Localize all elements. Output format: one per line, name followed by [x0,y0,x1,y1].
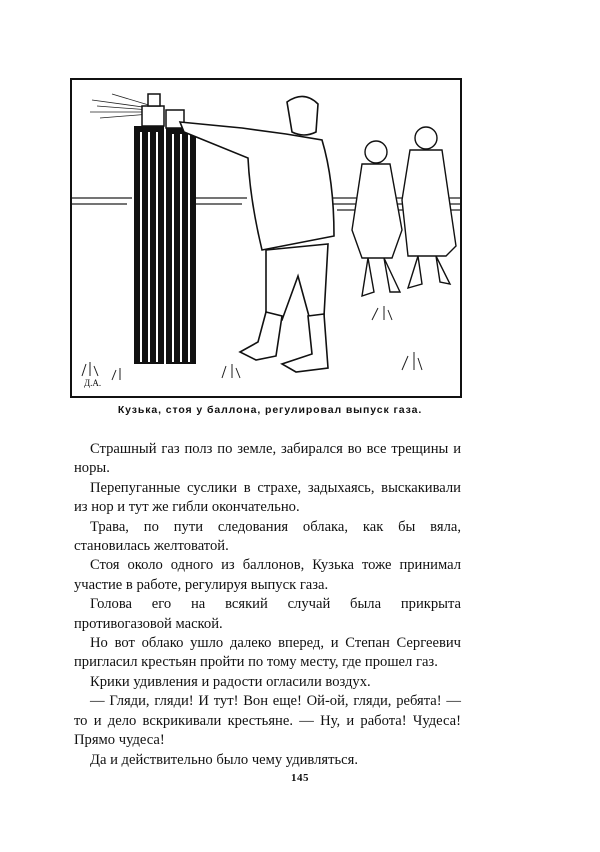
illustration-drawing [72,80,460,396]
paragraph: — Гляди, гляди! И тут! Вон еще! Ой-ой, гляди, ребята! — то и дело вскрикивали крестьяне. — Ну, и работа! Чудеса! Прямо чудеса! [74,693,461,749]
paragraph: Стоя около одного из баллонов, Кузька тоже принимал участие в работе, регулируя выпуск газа. [74,557,461,593]
body-text [74,440,461,770]
paragraph: Страшный газ полз по земле, забирался во все трещины и норы. [74,441,461,477]
paragraph: Перепуганные суслики в страхе, задыхаясь, выскакивали из нор и тут же гибли окончательно. [74,479,461,516]
paragraph: Голова его на всякий случай была прикрыта противогазовой маской. [74,596,461,632]
paragraph: Крики удивления и радости огласили воздух. [90,673,371,690]
illustration-caption: Кузька, стоя у баллона, регулировал выпуск газа. [117,404,423,416]
illustration [70,78,462,398]
artist-signature: Д.А. [84,378,102,388]
paragraph: Трава, по пути следования облака, как бы вяла, становилась желтоватой. [74,518,461,555]
paragraph: Да и действительно было чему удивляться. [90,751,358,768]
paragraph: Но вот облако ушло далеко вперед, и Степан Сергеевич пригласил крестьян пройти по тому месту, где прошел газ. [74,635,461,671]
page-number: 145 [291,772,309,784]
